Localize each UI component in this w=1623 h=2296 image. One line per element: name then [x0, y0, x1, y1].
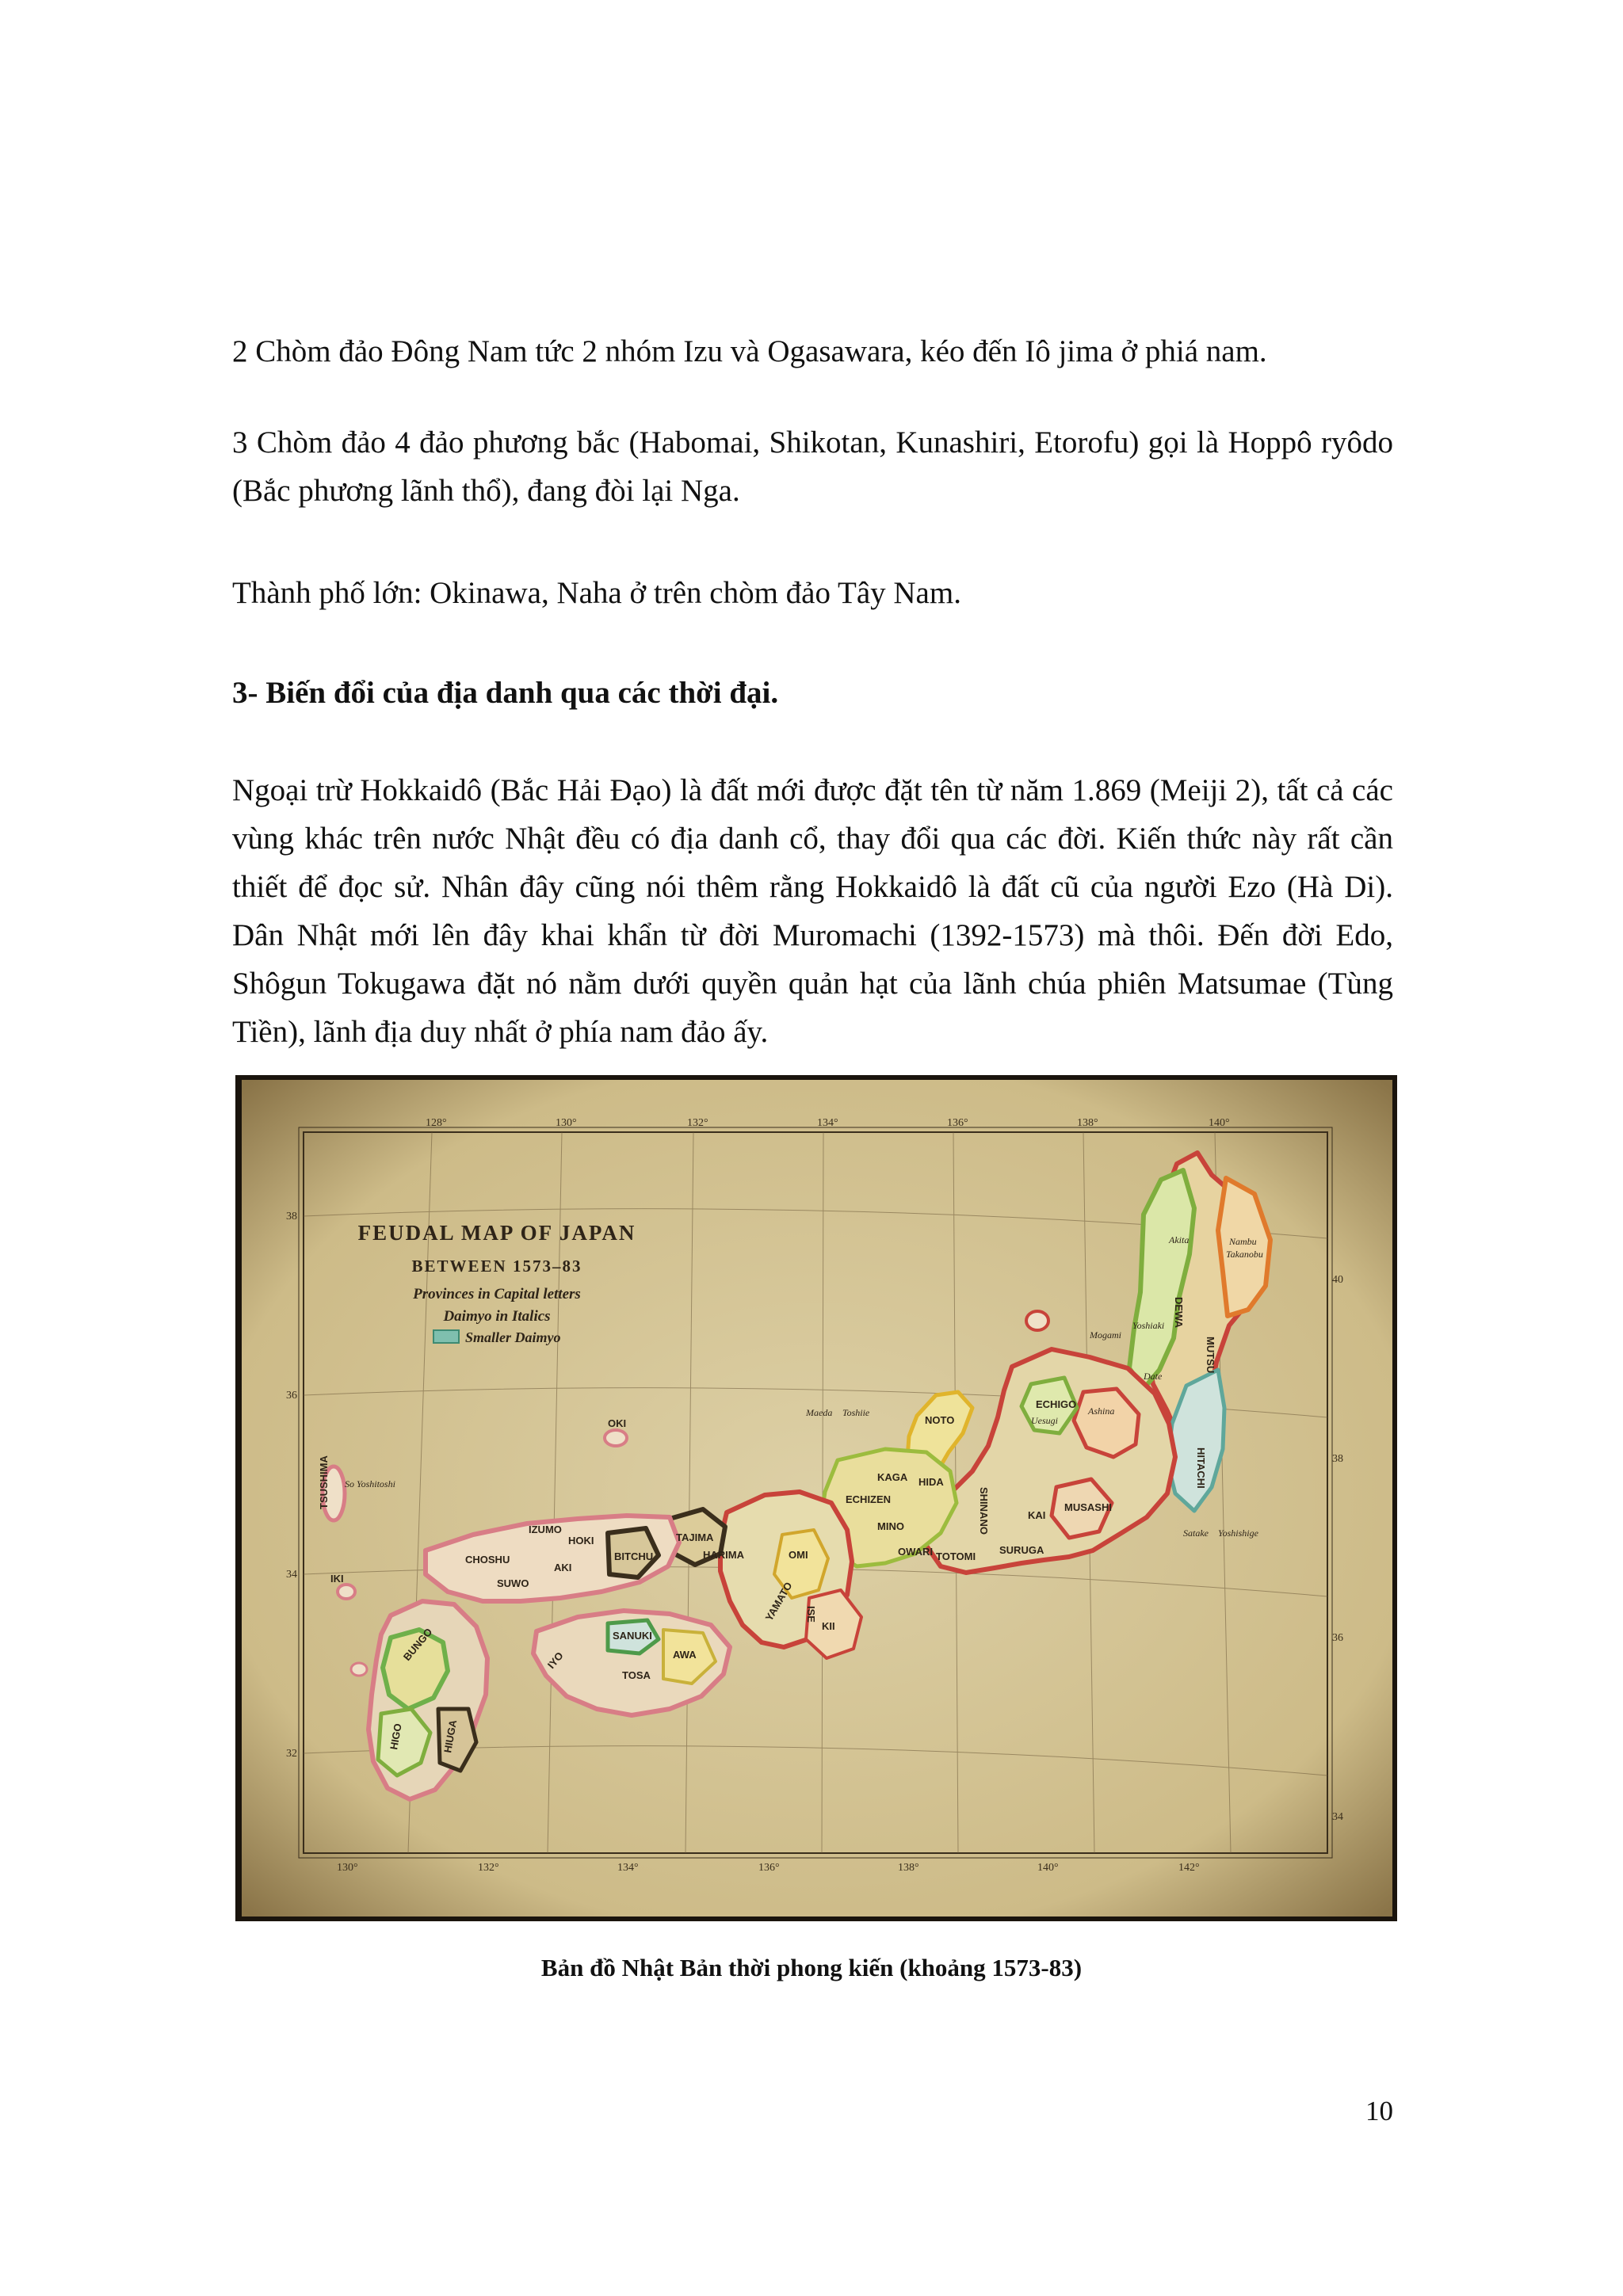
label-oki: OKI — [608, 1417, 627, 1429]
section-heading: 3- Biến đổi của địa danh qua các thời đại. — [232, 676, 779, 710]
label-yamato: YAMATO — [762, 1580, 795, 1623]
label-kii: KII — [822, 1620, 835, 1632]
label-daimyo-ashina: Ashina — [1088, 1405, 1115, 1417]
label-hitachi: HITACHI — [1195, 1447, 1207, 1489]
longitude-top-130: 130° — [556, 1117, 577, 1129]
latitude-left-32: 32 — [286, 1748, 297, 1760]
latitude-right-40: 40 — [1332, 1274, 1343, 1286]
feudal-map-figure — [235, 1075, 1397, 1921]
label-noto: NOTO — [925, 1414, 955, 1426]
longitude-top-132: 132° — [687, 1117, 708, 1129]
longitude-bottom-138: 138° — [898, 1862, 919, 1874]
label-suwo: SUWO — [497, 1577, 529, 1589]
map-legend-provinces: Provinces in Capital letters — [413, 1286, 581, 1302]
longitude-bottom-134: 134° — [617, 1862, 639, 1874]
longitude-top-140: 140° — [1209, 1117, 1230, 1129]
longitude-top-138: 138° — [1077, 1117, 1098, 1129]
label-sanuki: SANUKI — [613, 1630, 652, 1642]
label-daimyo-satomi: Satake — [1183, 1527, 1209, 1539]
label-iyo: IYO — [544, 1650, 566, 1671]
latitude-right-34: 34 — [1332, 1811, 1343, 1823]
label-daimyo-mogami: Mogami — [1090, 1329, 1121, 1341]
feudal-map-illustration — [235, 1075, 1397, 1921]
island-sado — [1026, 1311, 1048, 1330]
longitude-bottom-136: 136° — [758, 1862, 780, 1874]
longitude-top-128: 128° — [426, 1117, 447, 1129]
label-shinano: SHINANO — [978, 1487, 990, 1535]
longitude-bottom-142: 142° — [1178, 1862, 1200, 1874]
latitude-left-36: 36 — [286, 1390, 297, 1402]
label-hiuga: HIUGA — [441, 1718, 460, 1754]
label-daimyo-toshiie: Toshiie — [842, 1407, 870, 1418]
label-musashi: MUSASHI — [1064, 1501, 1112, 1513]
label-hoki: HOKI — [568, 1535, 594, 1547]
label-bungo: BUNGO — [400, 1626, 435, 1663]
label-bitchu: BITCHU — [614, 1550, 654, 1562]
label-suruga: SURUGA — [999, 1544, 1044, 1556]
island-iki — [338, 1585, 355, 1599]
longitude-bottom-140: 140° — [1037, 1862, 1059, 1874]
paragraph-northern-territories: 3 Chòm đảo 4 đảo phương bắc (Habomai, Shikotan, Kunashiri, Etorofu) gọi là Hoppô ryôdo (Bắc phương lãnh thổ), đang đòi lại Nga. — [232, 425, 1393, 508]
label-ise: ISE — [805, 1606, 817, 1623]
label-aki: AKI — [554, 1562, 572, 1573]
map-title: FEUDAL MAP OF JAPAN — [357, 1221, 636, 1245]
label-daimyo-yoshiaki: Yoshiaki — [1132, 1320, 1165, 1331]
map-legend-daimyo: Daimyo in Italics — [443, 1308, 551, 1325]
label-harima: HARIMA — [703, 1549, 744, 1561]
label-daimyo-akita: Akita — [1169, 1234, 1190, 1245]
label-tsushima: TSUSHIMA — [318, 1455, 330, 1509]
label-kai: KAI — [1028, 1509, 1046, 1521]
paragraph-major-cities: Thành phố lớn: Okinawa, Naha ở trên chòm đảo Tây Nam. — [232, 576, 961, 610]
label-totomi: TOTOMI — [936, 1550, 976, 1562]
label-daimyo-so: So Yoshitoshi — [345, 1478, 395, 1489]
label-mino: MINO — [877, 1520, 904, 1532]
label-omi: OMI — [789, 1549, 808, 1561]
label-tajima: TAJIMA — [676, 1531, 714, 1543]
label-daimyo-takanobu: Takanobu — [1226, 1249, 1263, 1260]
map-subtitle: BETWEEN 1573–83 — [411, 1257, 582, 1276]
paragraph-southeast-islands: 2 Chòm đảo Đông Nam tức 2 nhóm Izu và Ogasawara, kéo đến Iô jima ở phiá nam. — [232, 334, 1267, 368]
longitude-bottom-132: 132° — [478, 1862, 499, 1874]
label-iki: IKI — [330, 1573, 344, 1585]
label-daimyo-maeda: Maeda — [806, 1407, 833, 1418]
label-echigo: ECHIGO — [1036, 1398, 1077, 1410]
label-owari: OWARI — [898, 1546, 934, 1558]
label-daimyo-yoshihiro: Yoshishige — [1218, 1527, 1258, 1539]
latitude-left-34: 34 — [286, 1569, 297, 1581]
island-goto — [351, 1663, 367, 1676]
label-mutsu: MUTSU — [1205, 1337, 1216, 1374]
label-awa: AWA — [673, 1649, 697, 1661]
label-daimyo-uesugi: Uesugi — [1031, 1415, 1058, 1426]
longitude-top-136: 136° — [947, 1117, 968, 1129]
longitude-top-134: 134° — [817, 1117, 838, 1129]
label-choshu: CHOSHU — [465, 1554, 510, 1566]
latitude-right-36: 36 — [1332, 1632, 1343, 1644]
label-tosa: TOSA — [622, 1669, 651, 1681]
map-legend-smaller-daimyo: Smaller Daimyo — [465, 1329, 561, 1345]
label-kaga: KAGA — [877, 1471, 908, 1483]
label-echizen: ECHIZEN — [846, 1493, 892, 1505]
latitude-left-38: 38 — [286, 1211, 297, 1222]
label-higo: HIGO — [388, 1722, 404, 1751]
label-dewa: DEWA — [1173, 1297, 1185, 1328]
legend-swatch — [433, 1330, 459, 1343]
paragraph-place-names: Ngoại trừ Hokkaidô (Bắc Hải Đạo) là đất mới được đặt tên từ năm 1.869 (Meiji 2), tất cả các vùng khác trên nước Nhật đều có địa danh cổ, thay đổi qua các đời. Kiến thức này rất cần thiết để đọc sử. Nhân đây cũng nói thêm rằng Hokkaidô là đất cũ của người Ezo (Hà Di). Dân Nhật mới lên đây khai khẩn từ đời Muromachi (1392-1573) mà thôi. Đến đời Edo, Shôgun Tokugawa đặt nó nằm dưới quyền quản hạt của lãnh chúa phiên Matsumae (Tùng Tiền), lãnh địa duy nhất ở phía nam đảo ấy. — [232, 773, 1393, 1049]
label-daimyo-date: Date — [1144, 1371, 1163, 1382]
island-oki — [605, 1430, 627, 1446]
longitude-bottom-130: 130° — [337, 1862, 358, 1874]
page-number: 10 — [1365, 2096, 1393, 2126]
figure-caption: Bản đồ Nhật Bản thời phong kiến (khoảng 1573-83) — [540, 1954, 1083, 1981]
label-izumo: IZUMO — [529, 1524, 562, 1535]
latitude-right-38: 38 — [1332, 1453, 1343, 1465]
label-daimyo-nambu: Nambu — [1229, 1236, 1257, 1247]
label-hida: HIDA — [918, 1476, 944, 1488]
